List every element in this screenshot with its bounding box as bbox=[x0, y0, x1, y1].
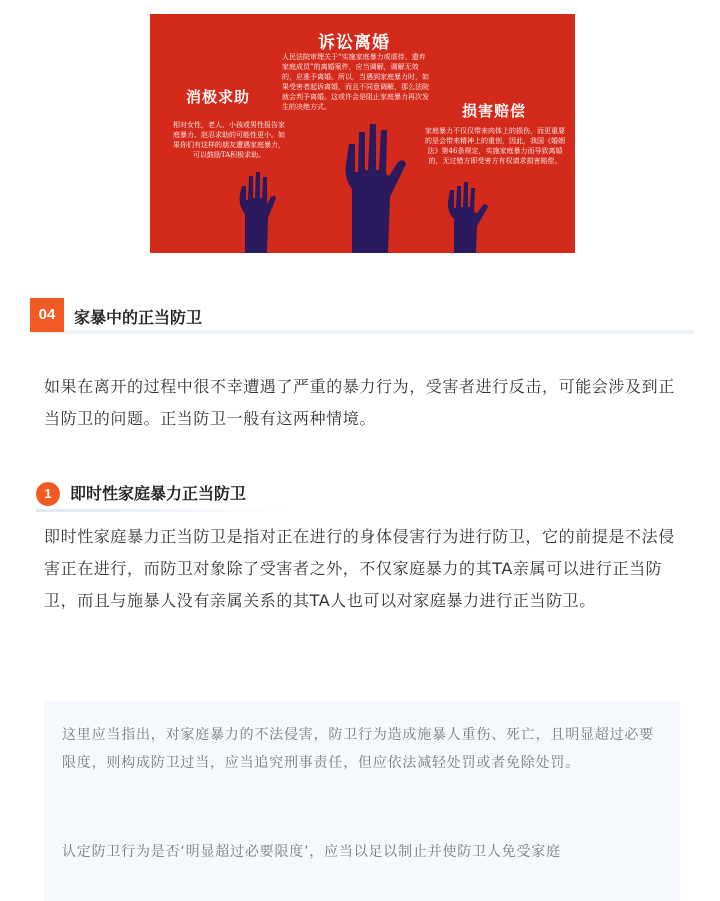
subsection-title: 即时性家庭暴力正当防卫 bbox=[70, 484, 247, 503]
note-paragraph-2: 认定防卫行为是否‘明显超过必要限度’，应当以足以制止并使防卫人免受家庭 bbox=[62, 844, 561, 860]
section-number-badge: 04 bbox=[30, 298, 64, 332]
poster-text-passive-help: 相对女性，老人、小孩或男性报告家庭暴力、赵忍求助的可能性更小。如果你们有这样的朋友遭遇家庭暴力，可以鼓励TA积极求助。 bbox=[173, 121, 285, 159]
intro-paragraph: 如果在离开的过程中很不幸遭遇了严重的暴力行为，受害者进行反击，可能会涉及到正当防卫的问题。正当防卫一般有这两种情境。 bbox=[44, 377, 675, 428]
poster-text-damages: 家庭暴力不仅仅带来肉体上的损伤，而更重要的是会带来精神上的重创，因此，我国《婚姻法》第46条规定，实施家庭暴力而导致离婚的，无过错方即受害方有权请求损害赔偿。 bbox=[425, 127, 565, 165]
left-hand-icon bbox=[240, 172, 276, 253]
section-header bbox=[30, 298, 694, 334]
subsection-header bbox=[36, 478, 286, 512]
middle-hand-icon bbox=[346, 124, 406, 253]
note-box bbox=[44, 701, 680, 901]
poster-title-damages: 损害赔偿 bbox=[462, 102, 527, 120]
section-underline bbox=[30, 330, 694, 334]
subsection-body: 即时性家庭暴力正当防卫是指对正在进行的身体侵害行为进行防卫，它的前提是不法侵害正在进行，而防卫对象除了受害者之外，不仅家庭暴力的其TA亲属可以进行正当防卫，而且与施暴人没有亲属关系的其TA人也可以对家庭暴力进行正当防卫。 bbox=[44, 527, 675, 610]
poster-image bbox=[150, 14, 575, 253]
poster-title-passive-help: 消极求助 bbox=[186, 88, 251, 106]
right-hand-icon bbox=[448, 182, 488, 253]
note-paragraph-1: 这里应当指出，对家庭暴力的不法侵害，防卫行为造成施暴人重伤、死亡，且明显超过必要限度，则构成防卫过当，应当追究刑事责任，但应依法减轻处罚或者免除处罚。 bbox=[62, 727, 654, 771]
poster-text-litigation: 人民法院审理关于“实施家庭暴力或虐待、遗弃家庭成员”的离婚案件，应当调解，调解无效的，应准予离婚。所以，当遇到家庭暴力时，如果受害者起诉离婚，而且不同意调解，那么法院就会判予离婚。这或许会是阻止家庭暴力再次发生的决绝方式。 bbox=[282, 53, 429, 111]
poster-title-litigation: 诉讼离婚 bbox=[318, 33, 390, 53]
subsection-number-badge: 1 bbox=[36, 482, 60, 506]
section-title: 家暴中的正当防卫 bbox=[74, 308, 203, 327]
subsection-underline bbox=[36, 509, 286, 512]
